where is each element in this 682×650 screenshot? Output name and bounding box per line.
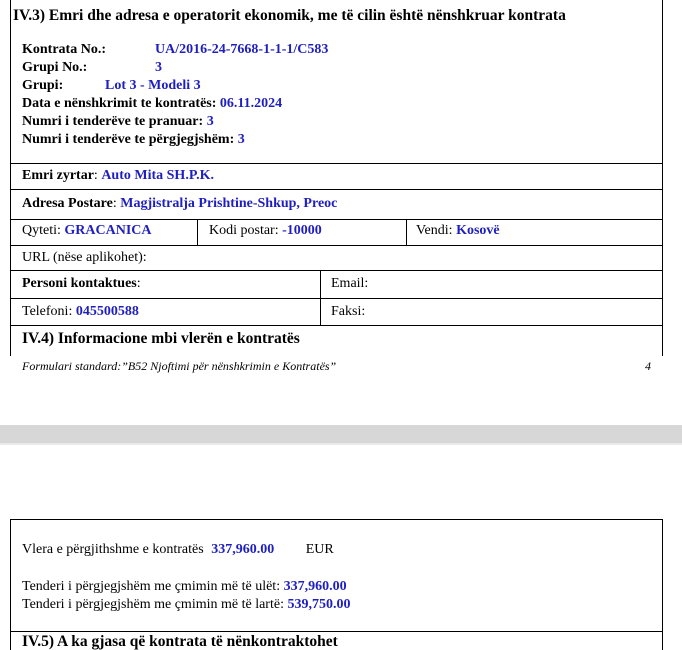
lowest-tender-label: Tenderi i përgjegjshëm me çmimin më të ulët: xyxy=(22,579,281,594)
section-iv3-heading: IV.3) Emri dhe adresa e operatorit ekonomik, me të cilin është nënshkruar kontrata xyxy=(13,7,566,24)
divider xyxy=(10,270,663,271)
divider xyxy=(10,163,663,164)
section-iv4-heading: IV.4) Informacione mbi vlerën e kontratës xyxy=(22,330,300,347)
country-label: Vendi: xyxy=(416,223,453,238)
postal-address-row: Adresa Postare: Magjistralja Prishtine-Shkup, Preoc xyxy=(22,196,338,211)
postal-address-value: Magjistralja Prishtine-Shkup, Preoc xyxy=(120,196,338,211)
divider xyxy=(10,219,663,220)
postal-code-cell xyxy=(209,223,322,239)
tenders-received-label: Numri i tenderëve te pranuar: xyxy=(22,114,204,129)
tenders-received-row xyxy=(22,114,214,130)
highest-tender-value: 539,750.00 xyxy=(287,597,351,612)
total-value: 337,960.00 xyxy=(211,542,275,557)
divider xyxy=(10,245,663,246)
divider xyxy=(406,219,407,245)
divider xyxy=(10,298,663,299)
phone-cell xyxy=(22,304,139,320)
signing-date-label: Data e nënshkrimit te kontratës: xyxy=(22,96,217,111)
highest-tender-row xyxy=(22,597,350,613)
divider xyxy=(10,631,663,632)
signing-date-value: 06.11.2024 xyxy=(219,96,283,111)
contract-no-label: Kontrata No.: xyxy=(22,42,106,57)
country-value: Kosovë xyxy=(456,223,500,238)
postal-code-value: -10000 xyxy=(282,223,322,238)
total-value-label: Vlera e përgjithshme e kontratës xyxy=(22,542,204,557)
city-cell xyxy=(22,223,152,239)
page-number: 4 xyxy=(645,359,651,373)
official-name-value: Auto Mita SH.P.K. xyxy=(101,168,214,183)
lowest-tender-value: 337,960.00 xyxy=(283,579,347,594)
signing-date-row xyxy=(22,96,282,112)
grupi-value: Lot 3 - Modeli 3 xyxy=(105,78,201,93)
contract-no-value: UA/2016-24-7668-1-1-1/C583 xyxy=(155,42,329,57)
url-label: URL (nëse aplikohet): xyxy=(22,250,147,265)
email-label: Email: xyxy=(331,276,369,291)
phone-value: 045500588 xyxy=(75,304,139,319)
official-name-label: Emri zyrtar xyxy=(22,168,94,183)
divider xyxy=(10,189,663,190)
postal-address-label: Adresa Postare xyxy=(22,196,113,211)
tenders-responsive-value: 3 xyxy=(237,132,245,147)
highest-tender-label: Tenderi i përgjegjshëm me çmimin më të lartë: xyxy=(22,597,284,612)
divider xyxy=(197,219,198,245)
tenders-responsive-label: Numri i tenderëve te përgjegjshëm: xyxy=(22,132,235,147)
grupi-no-value: 3 xyxy=(155,60,162,75)
city-label: Qyteti: xyxy=(22,223,61,238)
divider xyxy=(10,325,663,326)
official-name-row: Emri zyrtar: Auto Mita SH.P.K. xyxy=(22,168,214,183)
grupi-label: Grupi: xyxy=(22,78,64,93)
section-iv5-heading: IV.5) A ka gjasa që kontrata të nënkontraktohet xyxy=(22,633,338,650)
city-value: GRACANICA xyxy=(64,223,152,238)
total-value-row xyxy=(22,542,334,558)
contact-person-label: Personi kontaktues xyxy=(22,276,137,291)
fax-label: Faksi: xyxy=(331,304,366,319)
lowest-tender-row xyxy=(22,579,347,595)
phone-label: Telefoni: xyxy=(22,304,73,319)
document-page-5 xyxy=(0,445,682,650)
postal-code-label: Kodi postar: xyxy=(209,223,279,238)
form-footer: Formulari standard:”B52 Njoftimi për nënshkrimin e Kontratës” xyxy=(22,359,337,373)
tenders-received-value: 3 xyxy=(206,114,214,129)
currency: EUR xyxy=(305,542,334,557)
contact-person-cell: Personi kontaktues: xyxy=(22,276,141,291)
page-separator xyxy=(0,425,682,443)
tenders-responsive-row xyxy=(22,132,245,148)
grupi-no-label: Grupi No.: xyxy=(22,60,88,75)
country-cell xyxy=(416,223,500,239)
